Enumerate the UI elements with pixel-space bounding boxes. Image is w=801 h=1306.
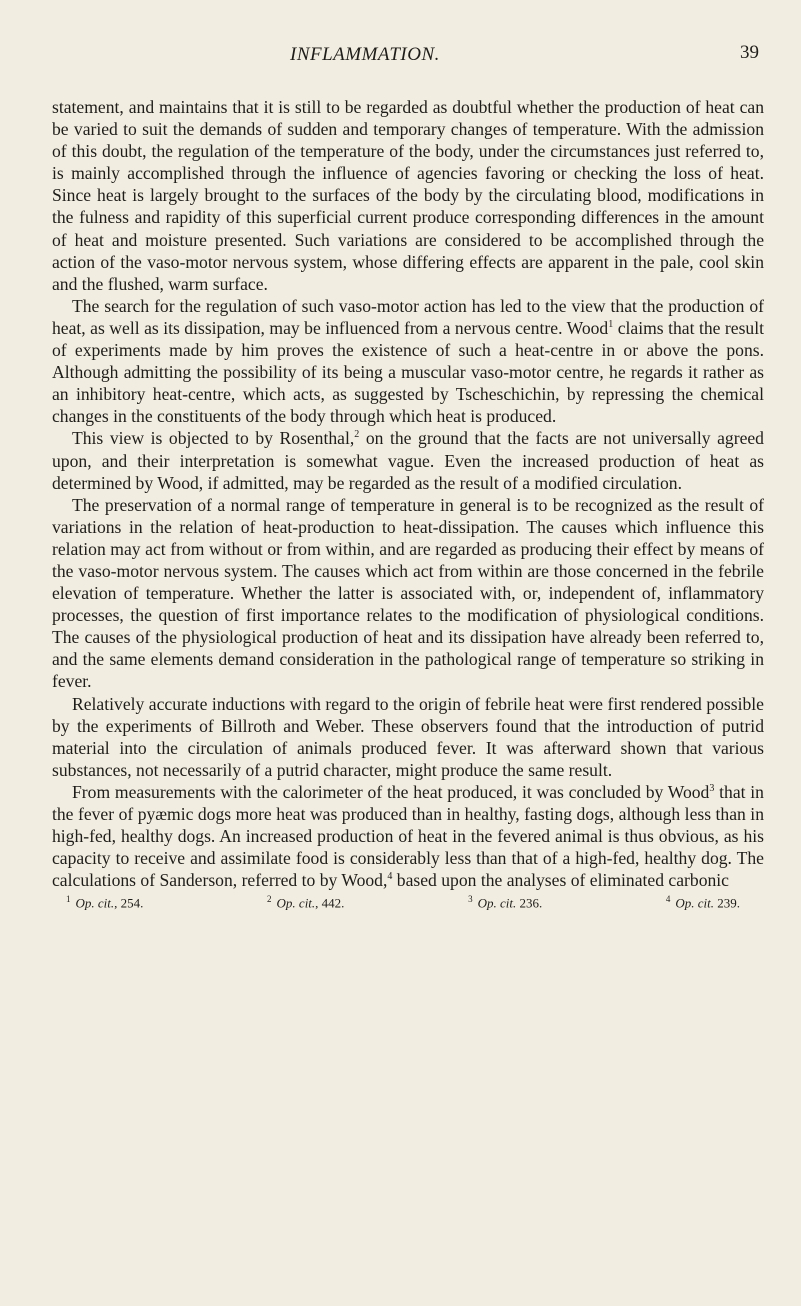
footnotes <box>52 891 764 911</box>
footnote-3-page: 236. <box>516 895 543 911</box>
paragraph-5 <box>52 693 764 781</box>
footnote-ref-2: 2 <box>354 429 360 441</box>
paragraph-3-text-b: on the ground that the facts are not universally agreed upon, and their interpretation is somewhat vague. Even the increased production of heat as determined by Wood, if admitted, may be regarded as the result of a modified circulation. <box>52 428 764 493</box>
footnote-4-mark: 4 <box>665 894 671 905</box>
footnote-ref-4: 4 <box>387 871 393 883</box>
footnote-4-page: 239. <box>713 895 740 911</box>
paragraph-4 <box>52 494 764 693</box>
footnote-2-mark: 2 <box>267 894 272 905</box>
paragraph-2 <box>52 295 764 428</box>
running-head: INFLAMMATION. <box>290 44 440 65</box>
footnote-3 <box>468 891 542 911</box>
paragraph-4-text: The preservation of a normal range of temperature in general is to be recognized as the result of variations in the relation of heat-production to heat-dissipation. The causes which influence this relation may act from without or from within, and are regarded as producing their effect by means of the vaso-motor nervous system. The causes which act from within are those concerned in the febrile elevation of temperature. Whether the latter is associated with, or, independent of, inflammatory processes, the question of first importance relates to the modification of physiological conditions. The causes of the physiological production of heat and its dissipation have already been referred to, and the same elements demand consideration in the pathological range of temperature so striking in fever. <box>52 494 764 692</box>
paragraph-1-text: statement, and maintains that it is still to be regarded as doubtful whether the production of heat can be varied to suit the demands of sudden and temporary changes of temperature. With the admission of this doubt, the regulation of the temperature of the body, under the circumstances just referred to, is mainly accomplished through the influence of agencies favoring or checking the loss of heat. Since heat is largely brought to the surfaces of the body by the circulating blood, modifications in the fulness and rapidity of this superficial current produce corresponding differences in the amount of heat and moisture presented. Such variations are considered to be accomplished through the action of the vaso-motor nervous system, whose differing effects are apparent in the pale, cool skin and the flushed, warm surface. <box>52 97 764 294</box>
footnote-ref-1: 1 <box>608 319 614 331</box>
footnote-2 <box>267 891 344 911</box>
footnote-1-page: , 254. <box>114 895 144 911</box>
footnote-4 <box>666 891 740 911</box>
footnote-3-mark: 3 <box>468 894 473 905</box>
paragraph-3 <box>52 427 764 493</box>
paragraph-6 <box>52 781 764 891</box>
footnote-3-ref: Op. cit. <box>477 895 517 911</box>
footnote-ref-3: 3 <box>709 783 715 795</box>
paragraph-6-text-a: From measurements with the calorimeter of the heat produced, it was concluded by Wood <box>72 781 710 802</box>
footnote-4-ref: Op. cit. <box>675 895 714 911</box>
paragraph-1 <box>52 96 764 295</box>
paragraph-6-text-c: based upon the analyses of eliminated carbonic <box>392 870 729 891</box>
footnote-1-mark: 1 <box>66 894 71 905</box>
footnote-2-page: , 442. <box>315 895 345 911</box>
footnote-2-ref: Op. cit. <box>276 895 316 911</box>
paragraph-2-text-b: claims that the result of experiments made by him proves the existence of such a heat-centre in or above the pons. Although admitting the possibility of its being a muscular vaso-motor centre, he regards it rather as an inhibitory heat-centre, which acts, as suggested by Tscheschichin, by repressing the chemical changes in the constituents of the body through which heat is produced. <box>52 317 764 427</box>
paragraph-3-text-a: This view is objected to by Rosenthal, <box>72 428 355 449</box>
page-number: 39 <box>740 42 759 63</box>
paragraph-6-text-b: that in the fever of pyæmic dogs more heat was produced than in healthy, fasting dogs, although less than in high-fed, healthy dogs. An increased production of heat in the fevered animal is thus obvious, as his capacity to receive and assimilate food is considerably less than that of a high-fed, healthy dog. The calculations of Sanderson, referred to by Wood, <box>52 781 764 891</box>
footnote-1-ref: Op. cit. <box>75 895 115 911</box>
paragraph-5-text: Relatively accurate inductions with regard to the origin of febrile heat were first rendered possible by the experiments of Billroth and Weber. These observers found that the introduction of putrid material into the circulation of animals produced fever. It was afterward shown that various substances, not necessarily of a putrid character, might produce the same result. <box>52 693 764 780</box>
paragraph-2-text-a: The search for the regulation of such vaso-motor action has led to the view that the production of heat, as well as its dissipation, may be influenced from a nervous centre. Wood <box>52 295 764 338</box>
body-text <box>52 96 764 912</box>
footnote-1 <box>66 891 143 911</box>
